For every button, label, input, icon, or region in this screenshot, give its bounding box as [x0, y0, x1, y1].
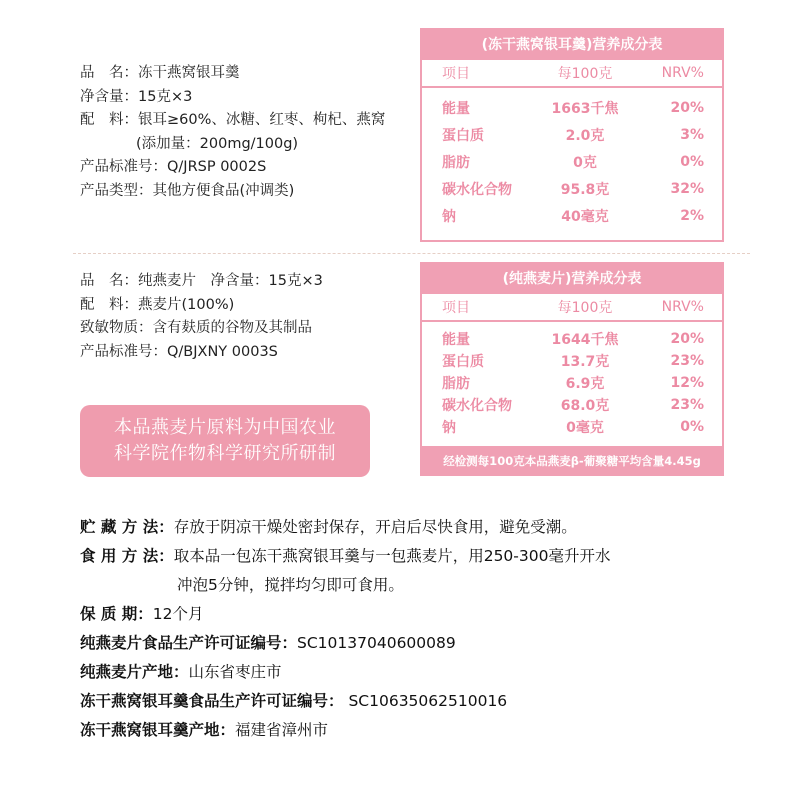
product2-ingredients	[80, 294, 323, 318]
value: Q/JRSP 0002S	[167, 159, 267, 175]
nutrient: 能量	[442, 100, 470, 117]
beta-glucan-footnote: 经检测每100克本品燕麦β-葡聚糖平均含量4.45g	[420, 446, 724, 476]
header-nrv: NRV%	[661, 299, 704, 315]
usage-method-cont	[80, 571, 610, 600]
table-row	[422, 394, 722, 416]
label: 产品标准号：	[80, 159, 167, 175]
usage-method	[80, 542, 610, 571]
nrv: 0%	[680, 419, 704, 435]
product1-ingredients	[80, 109, 385, 133]
value: 纯燕麦片 净含量：15克×3	[138, 273, 323, 289]
amount: 6.9克	[565, 376, 605, 392]
dashed-divider	[73, 253, 750, 254]
bird-nest-origin	[80, 716, 610, 745]
label: 品 名：	[80, 65, 138, 81]
amount: 13.7克	[560, 354, 610, 370]
shelf-life	[80, 600, 610, 629]
nutrient: 碳水化合物	[442, 398, 512, 414]
table-row	[422, 148, 722, 175]
header-per100g: 每100克	[557, 66, 613, 82]
nrv: 23%	[670, 397, 704, 413]
label: 贮 藏 方 法：	[80, 518, 174, 536]
oat-origin	[80, 658, 610, 687]
product2-standard	[80, 341, 323, 365]
nrv: 2%	[680, 207, 704, 224]
amount: 0毫克	[566, 420, 604, 436]
research-origin-banner	[80, 405, 370, 477]
label: 配 料：	[80, 296, 138, 313]
nrv: 20%	[670, 99, 704, 116]
nutrition-table-header	[422, 294, 722, 322]
table-row	[422, 94, 722, 121]
table-row	[422, 350, 722, 372]
nutrition-table-2	[420, 262, 724, 476]
label: 食 用 方 法：	[80, 547, 174, 565]
nrv: 32%	[670, 180, 704, 197]
table-row	[422, 372, 722, 394]
nutrition-table-1	[420, 28, 724, 242]
label: 配 料：	[80, 112, 138, 128]
product2-name	[80, 270, 323, 294]
nutrition-table-header	[422, 60, 722, 88]
value: 山东省枣庄市	[188, 663, 282, 681]
label: 品 名：	[80, 273, 138, 289]
header-item: 项目	[442, 66, 470, 82]
product2-allergens	[80, 317, 323, 341]
table-row	[422, 202, 722, 229]
value: 其他方便食品(冲调类)	[152, 182, 295, 199]
label: 冻干燕窝银耳羹产地：	[80, 721, 236, 739]
value: 燕麦片(100%)	[138, 296, 235, 313]
product-details	[80, 513, 610, 745]
nrv: 23%	[670, 353, 704, 369]
oat-license	[80, 629, 610, 658]
product1-ingredients-note	[80, 133, 385, 157]
value: SC10137040600089	[297, 634, 456, 652]
product1-standard	[80, 156, 385, 180]
nutrient: 蛋白质	[442, 127, 484, 144]
product1-net-content	[80, 86, 385, 110]
banner-line-1: 本品燕麦片原料为中国农业	[114, 417, 336, 438]
value: 取本品一包冻干燕窝银耳羹与一包燕麦片，用250-300毫升开水	[173, 547, 611, 565]
value: (添加量：200mg/100g)	[136, 135, 299, 152]
nrv: 20%	[670, 331, 704, 347]
value: 存放于阴凉干燥处密封保存，开启后尽快食用，避免受潮。	[173, 518, 577, 536]
value: 福建省漳州市	[235, 721, 329, 739]
label: 产品类型：	[80, 182, 153, 199]
label: 净含量：	[80, 88, 138, 105]
value: 冻干燕窝银耳羹	[138, 65, 240, 81]
header-nrv: NRV%	[661, 65, 704, 81]
banner-line-2: 科学院作物科学研究所研制	[114, 443, 336, 464]
label: 纯燕麦片食品生产许可证编号：	[80, 634, 298, 652]
value: SC10635062510016	[343, 692, 508, 710]
table-row	[422, 175, 722, 202]
nrv: 0%	[680, 153, 704, 170]
amount: 0克	[573, 154, 597, 171]
label: 保 质 期：	[80, 605, 153, 623]
product1-type	[80, 180, 385, 204]
label: 冻干燕窝银耳羹食品生产许可证编号：	[80, 692, 344, 710]
product1-name	[80, 62, 385, 86]
table-row	[422, 416, 722, 438]
nutrient: 脂肪	[442, 154, 470, 171]
product2-info	[80, 270, 323, 364]
amount: 2.0克	[565, 127, 605, 144]
label: 致敏物质：	[80, 320, 153, 336]
table-row	[422, 121, 722, 148]
nutrition-table-title: (冻干燕窝银耳羹)营养成分表	[422, 30, 722, 60]
nutrition-table-title: (纯燕麦片)营养成分表	[422, 264, 722, 294]
storage-method	[80, 513, 610, 542]
label: 纯燕麦片产地：	[80, 663, 189, 681]
value: 冲泡5分钟，搅拌均匀即可食用。	[177, 576, 404, 594]
header-item: 项目	[442, 300, 470, 316]
nutrient: 碳水化合物	[442, 181, 512, 198]
amount: 40毫克	[561, 208, 609, 225]
bird-nest-license	[80, 687, 610, 716]
value: 含有麸质的谷物及其制品	[152, 320, 312, 336]
nrv: 3%	[680, 126, 704, 143]
amount: 68.0克	[560, 398, 610, 414]
nutrient: 脂肪	[442, 376, 470, 392]
amount: 1644千焦	[551, 332, 619, 348]
label: 产品标准号：	[80, 343, 167, 360]
table-row	[422, 328, 722, 350]
nutrient: 蛋白质	[442, 354, 484, 370]
nutrient: 钠	[442, 208, 456, 225]
nutrient: 能量	[442, 332, 470, 348]
value: 15克×3	[138, 88, 193, 105]
nrv: 12%	[670, 375, 704, 391]
value: 银耳≥60%、冰糖、红枣、枸杞、燕窝	[138, 112, 386, 128]
header-per100g: 每100克	[557, 300, 613, 316]
value: 12个月	[152, 605, 204, 623]
product1-info	[80, 62, 385, 203]
amount: 95.8克	[560, 181, 610, 198]
value: Q/BJXNY 0003S	[167, 343, 278, 360]
amount: 1663千焦	[551, 100, 619, 117]
nutrient: 钠	[442, 420, 456, 436]
